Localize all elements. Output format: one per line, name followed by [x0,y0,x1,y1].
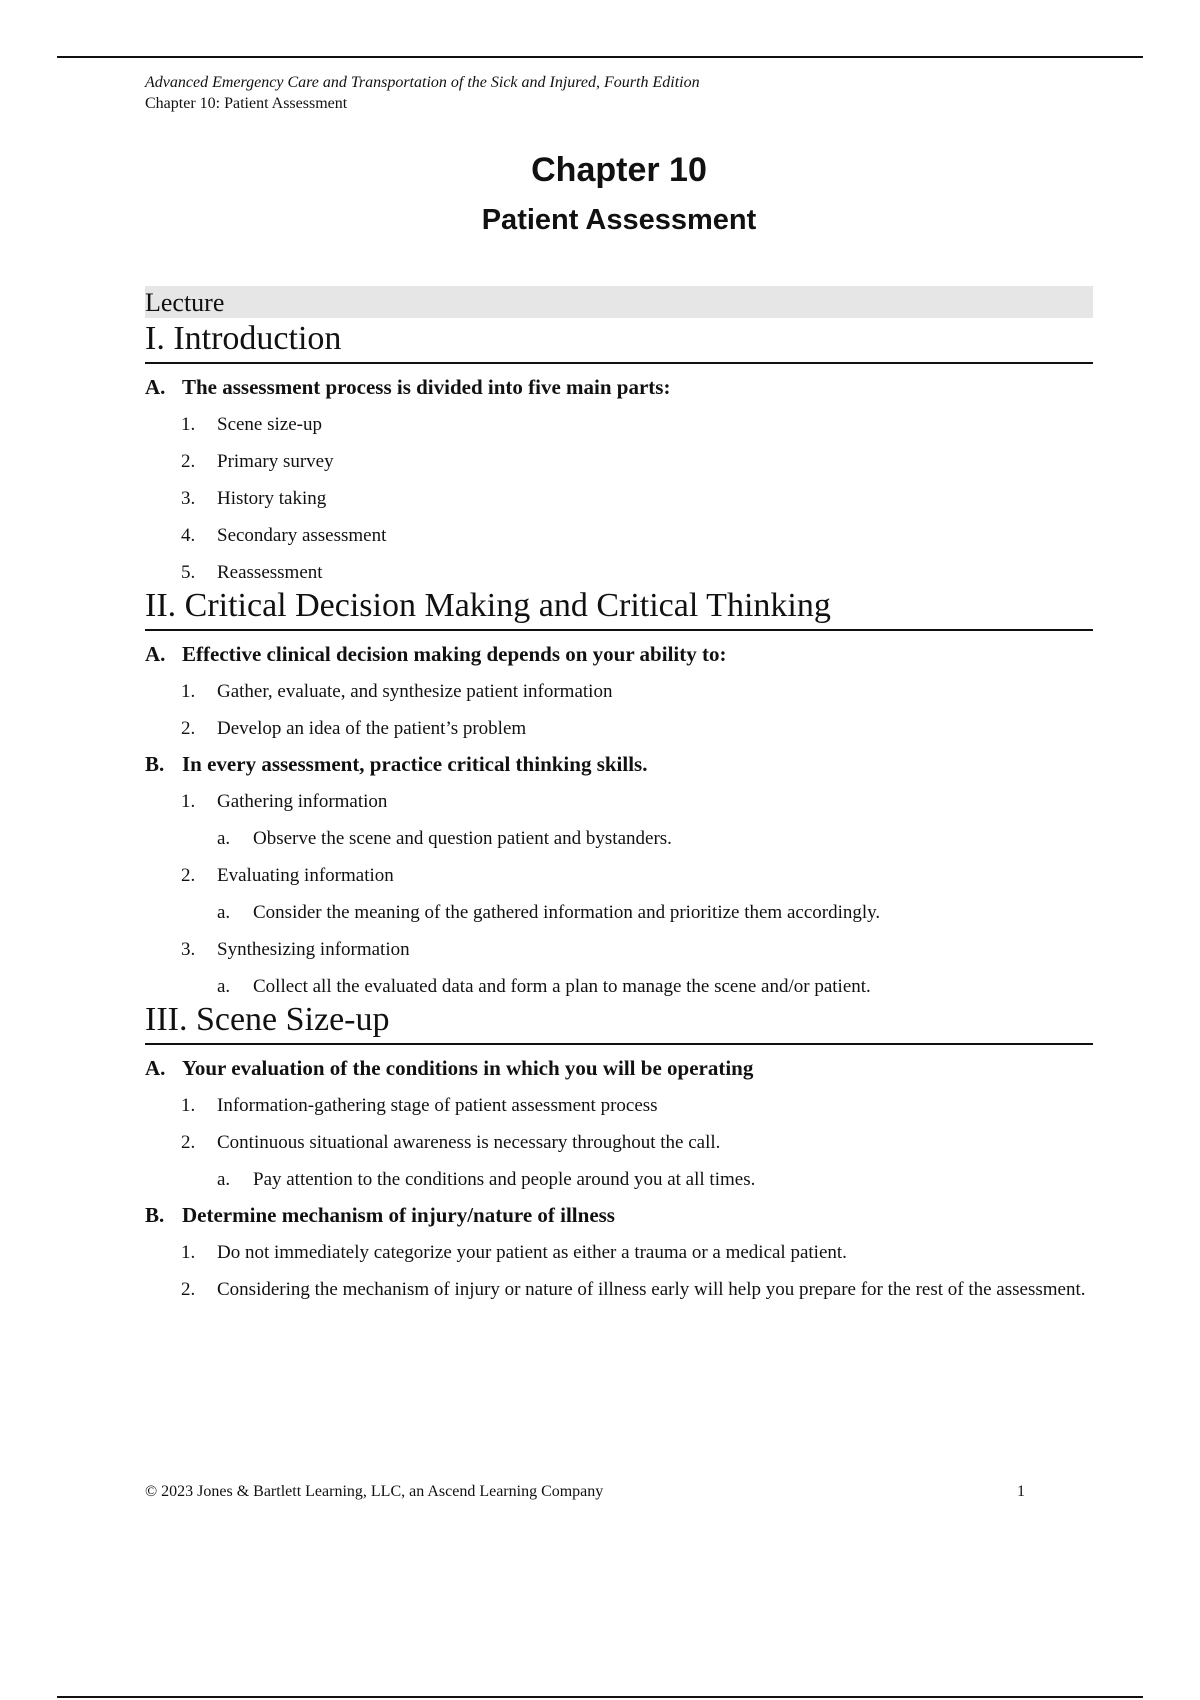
list-item [181,449,1093,474]
item-text: Scene size-up [217,414,322,435]
list-item [181,1093,1093,1118]
sub-list-item [217,826,1093,851]
sub-item-text: Pay attention to the conditions and people around you at all times. [253,1169,756,1190]
list-item [181,486,1093,511]
page-footer [145,1483,1025,1501]
sub-list-item [217,1167,1093,1192]
lecture-label: Lecture [145,286,1093,318]
subsection-heading [145,751,1093,777]
item-text: Continuous situational awareness is necessary throughout the call. [217,1132,721,1153]
item-number: 2. [181,1132,196,1153]
copyright-notice: © 2023 Jones & Bartlett Learning, LLC, an Ascend Learning Company [145,1483,604,1500]
list-item [181,412,1093,437]
chapter-number: Chapter 10 [531,151,707,189]
list-item [181,523,1093,548]
subsection-label: B. [145,752,165,776]
running-header-book-title: Advanced Emergency Care and Transportation of the Sick and Injured, Fourth Edition [145,74,700,91]
subsection-label: B. [145,1203,165,1227]
section-heading-critical-thinking: II. Critical Decision Making and Critical Thinking [145,585,1093,631]
page-content [145,72,1093,1302]
list-item [181,716,1093,741]
sub-item-letter: a. [217,976,231,997]
item-number: 1. [181,791,196,812]
section-heading-scene-size-up: III. Scene Size-up [145,999,1093,1045]
section-heading-introduction: I. Introduction [145,318,1093,364]
top-rule [57,56,1143,58]
item-number: 2. [181,865,196,886]
item-text: Develop an idea of the patient’s problem [217,718,527,739]
item-text: Synthesizing information [217,939,410,960]
list-item [181,789,1093,814]
item-text: History taking [217,488,327,509]
item-number: 3. [181,939,196,960]
subsection-text: Determine mechanism of injury/nature of illness [182,1203,615,1227]
bottom-rule [57,1696,1143,1698]
item-text: Gathering information [217,791,388,812]
sub-item-letter: a. [217,902,231,923]
list-item [181,863,1093,888]
subsection-text: The assessment process is divided into five main parts: [182,375,671,399]
item-number: 5. [181,562,196,583]
subsection-label: A. [145,1056,166,1080]
sub-list-item [217,900,1093,925]
subsection-label: A. [145,642,166,666]
item-number: 2. [181,451,196,472]
subsection-heading [145,374,1093,400]
sub-item-letter: a. [217,1169,231,1190]
item-number: 4. [181,525,196,546]
item-text: Primary survey [217,451,334,472]
subsection-heading [145,1055,1093,1081]
subsection-text: In every assessment, practice critical thinking skills. [182,752,648,776]
list-item [181,1130,1093,1155]
item-text: Secondary assessment [217,525,387,546]
chapter-title: Patient Assessment [481,204,757,236]
sub-item-text: Consider the meaning of the gathered information and prioritize them accordingly. [253,902,881,923]
item-text: Considering the mechanism of injury or nature of illness early will help you prepare for the rest of the assessment. [217,1279,1086,1300]
subsection-text: Effective clinical decision making depends on your ability to: [182,642,727,666]
sub-list-item [217,974,1093,999]
item-text: Do not immediately categorize your patient as either a trauma or a medical patient. [217,1242,847,1263]
subsection-heading [145,641,1093,667]
subsection-label: A. [145,375,166,399]
item-text: Reassessment [217,562,323,583]
item-number: 1. [181,1095,196,1116]
running-header-chapter: Chapter 10: Patient Assessment [145,95,348,112]
item-number: 3. [181,488,196,509]
item-number: 1. [181,1242,196,1263]
subsection-heading [145,1202,1093,1228]
item-text: Evaluating information [217,865,394,886]
list-item [181,1277,1093,1302]
subsection-text: Your evaluation of the conditions in which you will be operating [182,1056,754,1080]
item-number: 1. [181,414,196,435]
list-item [181,937,1093,962]
item-text: Gather, evaluate, and synthesize patient information [217,681,613,702]
sub-item-text: Observe the scene and question patient and bystanders. [253,828,672,849]
item-text: Information-gathering stage of patient assessment process [217,1095,658,1116]
item-number: 1. [181,681,196,702]
list-item [181,560,1093,585]
item-number: 2. [181,718,196,739]
list-item [181,679,1093,704]
sub-item-letter: a. [217,828,231,849]
page-number: 1 [1017,1483,1025,1500]
item-number: 2. [181,1279,196,1300]
sub-item-text: Collect all the evaluated data and form a plan to manage the scene and/or patient. [253,976,871,997]
list-item [181,1240,1093,1265]
